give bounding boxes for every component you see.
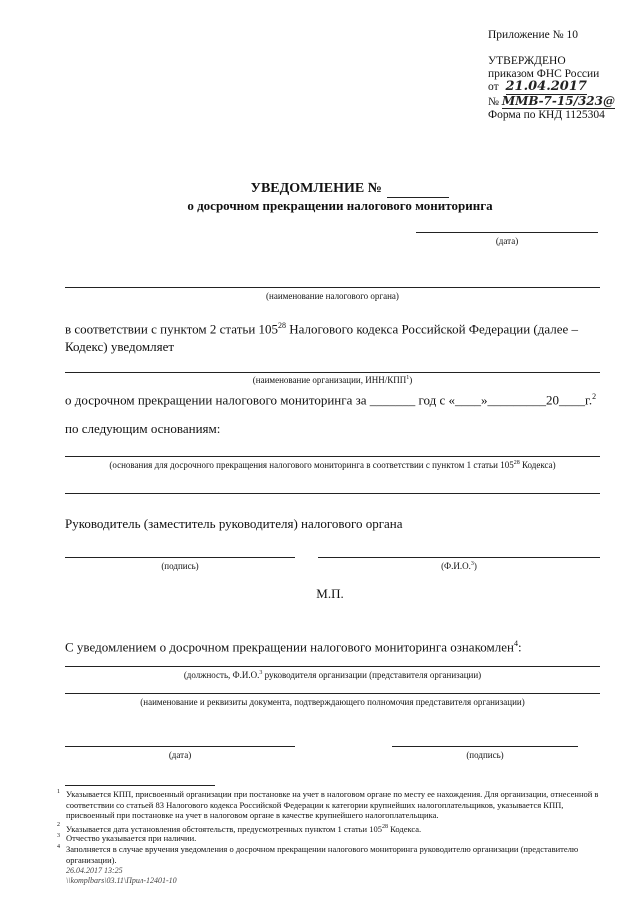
ack-date-caption: (дата) (168, 750, 192, 760)
order-number-row (488, 94, 615, 109)
tax-authority-line (65, 287, 600, 288)
footnote-1 (57, 789, 602, 821)
position-caption (65, 670, 600, 680)
footnote-2-text-a: Указывается дата установления обстоятельств, предусмотренных пунктом 1 статьи 105 (66, 823, 382, 834)
termination-period-text: о досрочном прекращении налогового мониторинга за _______ год с «____»_________20____г. (65, 392, 593, 408)
head-signature-caption: (подпись) (161, 561, 199, 571)
footnote-1-text: Указывается КПП, присвоенный организации при постановке на учет в налоговом органе по месту ее нахождения. Для организации, отнесенной в соответствии со статьей 83 Налогового кодекса Российской Федерации к категории крупнейших налогоплательщиков, указывается КПП, присвоенный при постановке на учет в налоговом органе в качестве крупнейшего налогоплательщика. (66, 789, 599, 820)
org-name-caption-text: (наименование организации, ИНН/КПП (252, 375, 407, 385)
seal-place: М.П. (316, 586, 344, 601)
org-name-caption-sup: 1 (406, 375, 410, 381)
head-fio-caption-sup: 3 (470, 561, 474, 567)
handwritten-number: ММВ-7-15/323@ (501, 94, 616, 108)
termination-period-sup: 2 (592, 392, 597, 401)
date-prefix: от (488, 81, 499, 93)
position-caption-text-b: руководителя организации (представителя организации) (262, 670, 482, 680)
notice-subtitle: о досрочном прекращении налогового мониторинга (187, 198, 493, 213)
org-name-caption (65, 375, 600, 385)
head-fio-caption (318, 561, 600, 571)
footnote-separator (65, 785, 215, 786)
org-name-line (65, 372, 600, 373)
handwritten-timestamp: 26.04.2017 13:25 (66, 866, 123, 875)
footnote-2-number: 2 (57, 822, 60, 828)
grounds-line-2 (65, 493, 600, 494)
grounds-caption-sup: 28 (513, 460, 520, 466)
grounds-line-1 (65, 456, 600, 457)
paragraph-termination-period (65, 392, 596, 408)
footnote-2-sup: 28 (382, 824, 388, 830)
head-signature-line (65, 557, 295, 558)
head-fio-caption-end: ) (473, 561, 477, 571)
head-fio-caption-text: (Ф.И.О. (441, 561, 471, 571)
date-caption: (дата) (495, 236, 519, 246)
position-caption-sup: 3 (259, 670, 263, 676)
legal-basis-text-a: в соответствии с пунктом 2 статьи 105 (65, 321, 279, 337)
acknowledgment-text: С уведомлением о досрочном прекращении налогового мониторинга ознакомлен (65, 639, 514, 655)
ack-signature-caption: (подпись) (466, 750, 504, 760)
appendix-label: Приложение № 10 (488, 29, 578, 41)
footnote-1-number: 1 (57, 789, 60, 795)
paragraph-legal-basis-line1 (65, 317, 605, 338)
paragraph-legal-basis-line2: Кодекс) уведомляет (65, 339, 175, 355)
position-caption-text-a: (должность, Ф.И.О. (183, 670, 260, 680)
grounds-caption-text-a: (основания для досрочного прекращения налогового мониторинга в соответствии с пунктом 1 статьи 105 (109, 460, 514, 470)
grounds-caption (65, 460, 600, 470)
head-of-authority-label: Руководитель (заместитель руководителя) налогового органа (65, 516, 403, 531)
footnote-2-text-b: Кодекса. (388, 823, 422, 834)
footnote-3-number: 3 (57, 833, 60, 839)
paragraph-legal-basis (65, 317, 605, 356)
handwritten-file-path: \\komplbars\03.11\Прил-12401-10 (66, 876, 177, 885)
ack-signature-line (392, 746, 578, 747)
date-line (416, 232, 598, 233)
org-name-caption-end: ) (409, 375, 413, 385)
tax-authority-caption: (наименование налогового органа) (266, 291, 399, 301)
head-fio-line (318, 557, 600, 558)
footnote-4-number: 4 (57, 844, 60, 850)
form-code: Форма по КНД 1125304 (488, 109, 605, 121)
footnote-3-text: Отчество указывается при наличии. (66, 833, 197, 843)
acknowledgment-colon: : (517, 639, 522, 655)
notice-title-text: УВЕДОМЛЕНИЕ № (250, 181, 382, 196)
notice-number-blank (387, 181, 449, 198)
footnote-4-text: Заполняется в случае вручения уведомления о досрочном прекращении налогового мониторинга руководителю организации (представителю организации). (66, 844, 579, 865)
doc-details-caption: (наименование и реквизиты документа, подтверждающего полномочия представителя организации) (140, 697, 525, 707)
footnote-4 (57, 844, 602, 865)
doc-details-line (65, 693, 600, 694)
order-label: приказом ФНС России (488, 68, 600, 80)
legal-basis-text-b: Налогового кодекса Российской Федерации (далее – (286, 321, 579, 337)
legal-basis-sup: 28 (278, 321, 287, 330)
acknowledgment-label (65, 639, 522, 655)
position-line (65, 666, 600, 667)
footnote-3 (57, 833, 602, 844)
notice-title (0, 181, 640, 198)
paragraph-grounds: по следующим основаниям: (65, 421, 221, 436)
ack-date-line (65, 746, 295, 747)
acknowledgment-sup: 4 (513, 639, 518, 648)
approved-label: УТВЕРЖДЕНО (488, 55, 566, 67)
grounds-caption-text-b: Кодекса) (519, 460, 556, 470)
handwritten-date: 21.04.2017 (505, 79, 587, 94)
number-prefix: № (488, 96, 499, 108)
order-date-row (488, 80, 587, 94)
